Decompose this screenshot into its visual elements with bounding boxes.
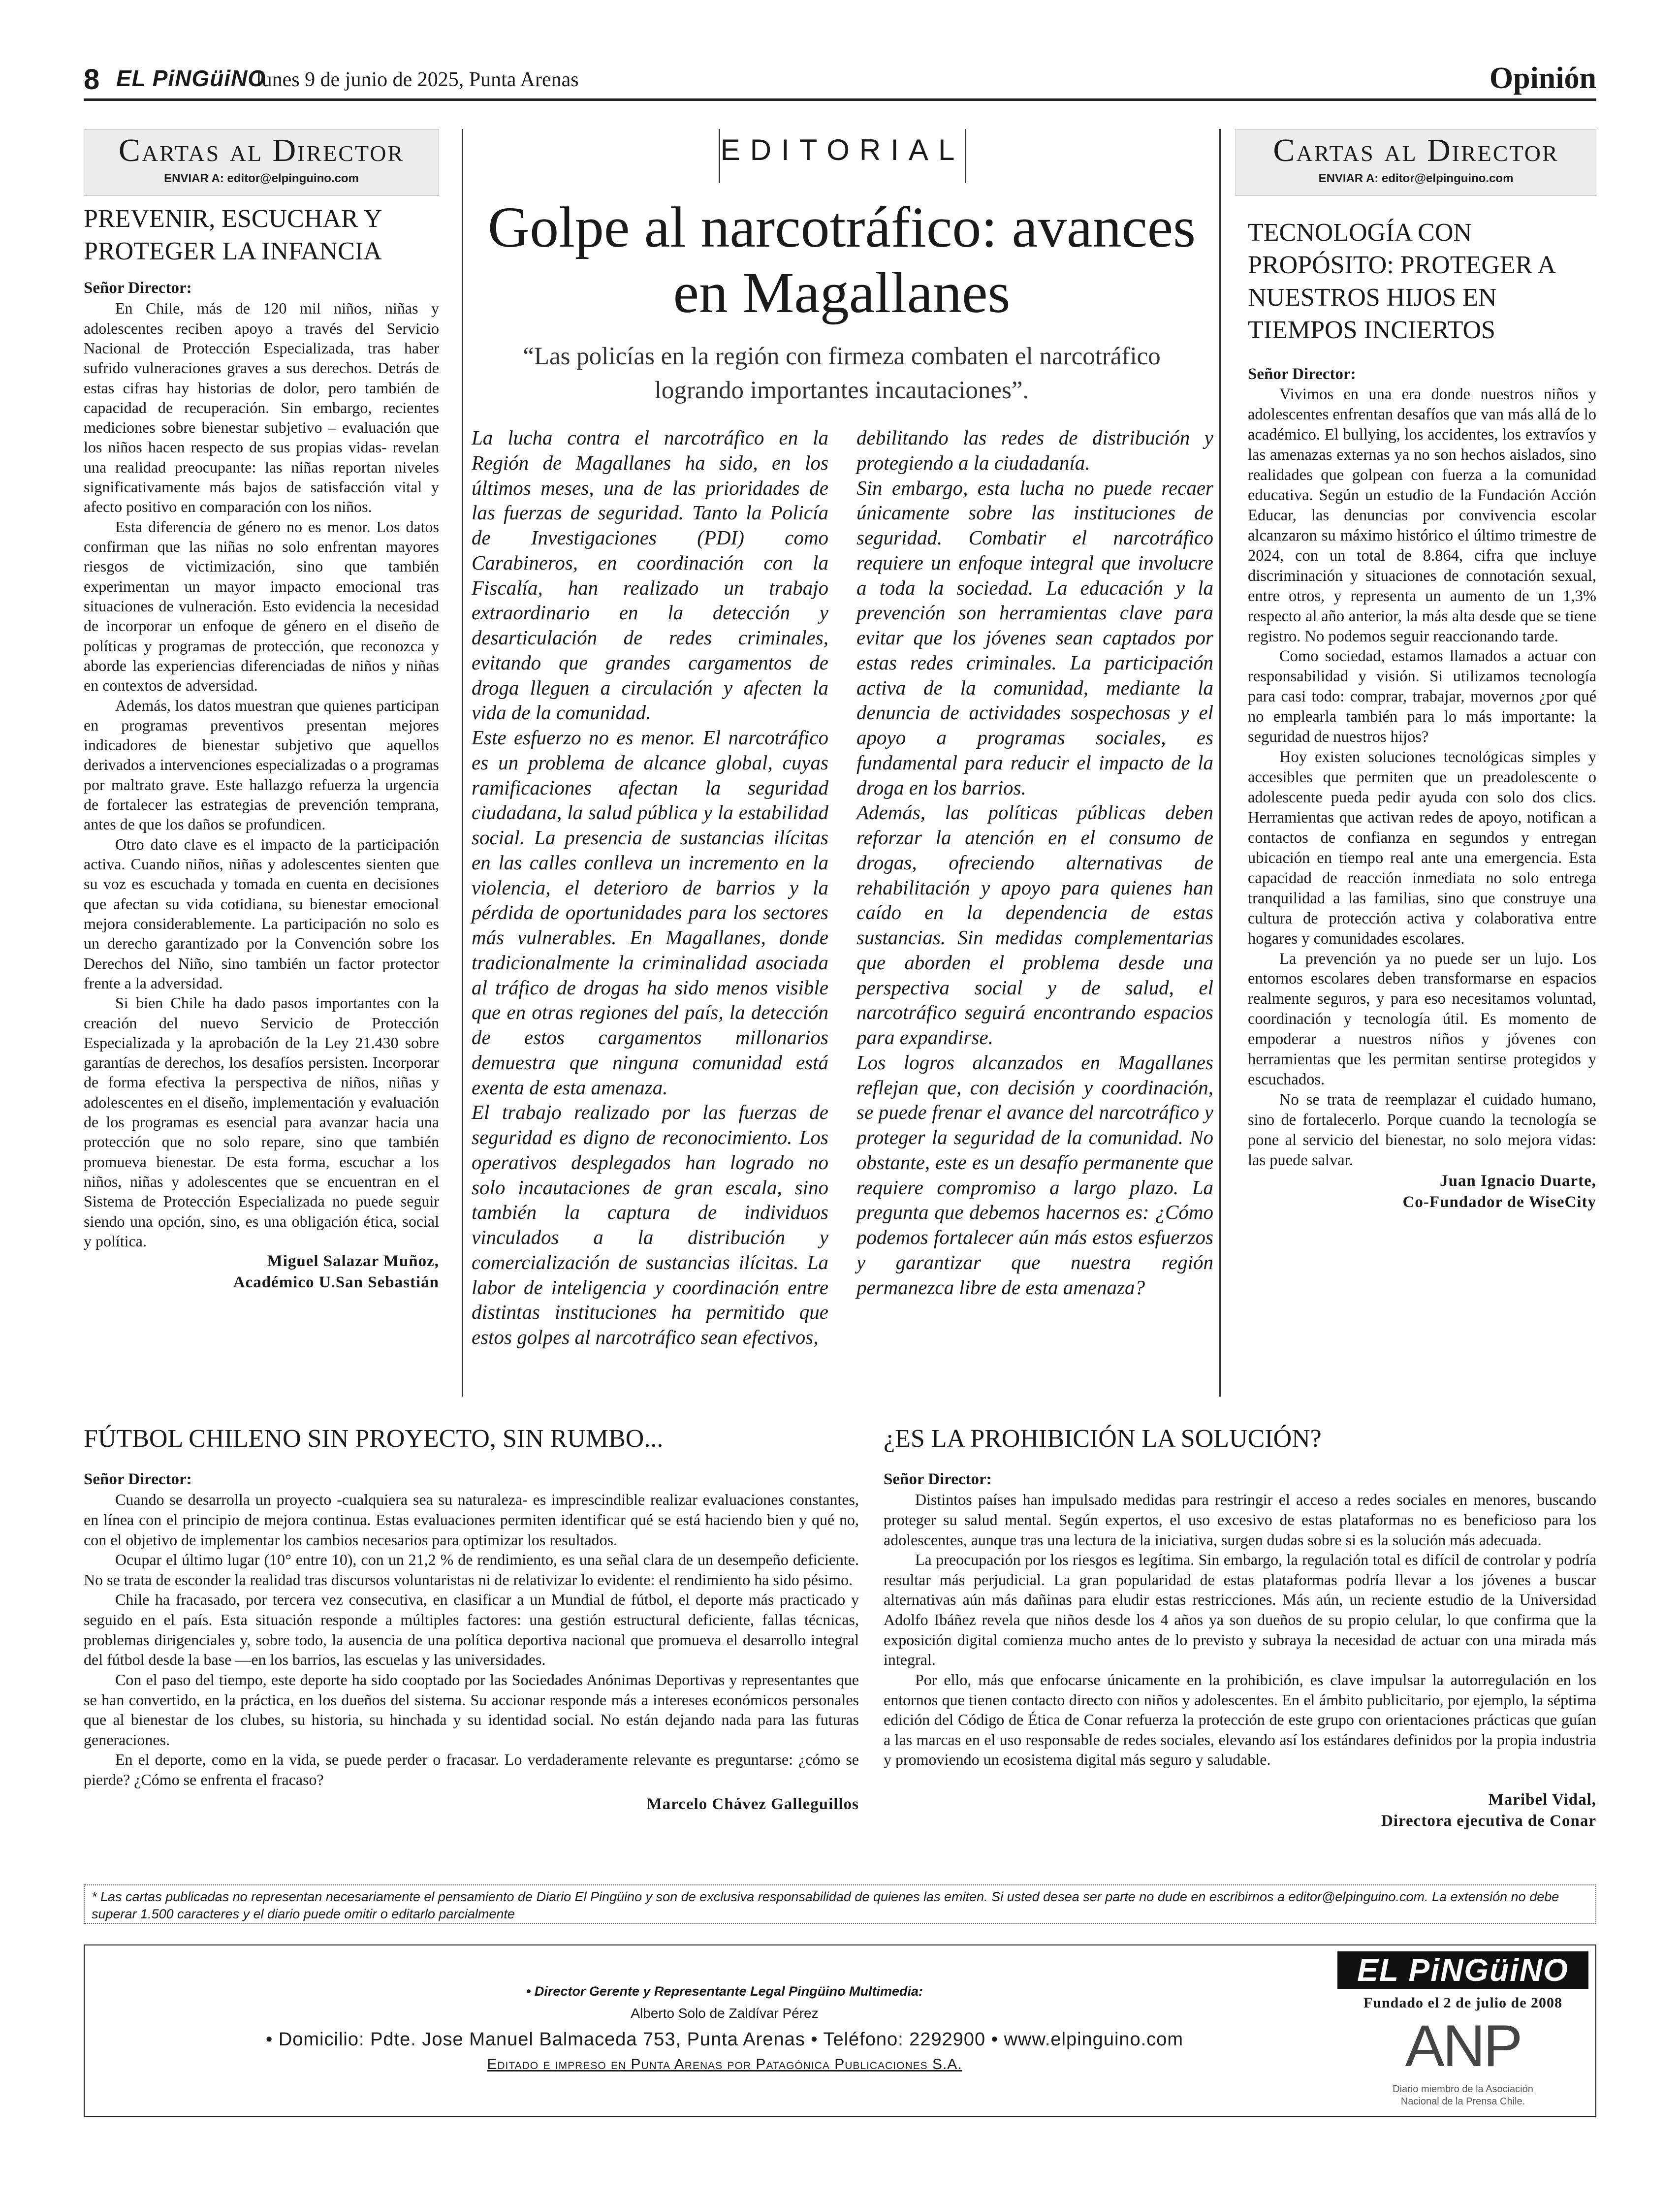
paragraph: Ocupar el último lugar (10° entre 10), con un 21,2 % de rendimiento, es una señal clara de un desempeño deficiente. No se trata de esconder la realidad tras discursos voluntaristas ni de relativizar lo evidente: el rendimiento ha sido pésimo. (84, 1551, 859, 1589)
paragraph: Vivimos en una era donde nuestros niños y adolescentes enfrentan desafíos que van más allá de lo académico. El bullying, los accidentes, los extravíos y las amenazas externas ya no son hechos aislados, sino realidades que golpean con fuerza a la comunidad educativa. Según un estudio de la Fundación Acción Educar, las denuncias por convivencia escolar alcanzaron su máximo histórico el último trimestre de 2024, con un total de 8.864, cifra que incluye discriminación y situaciones de connotación sexual, entre otros, y representa un aumento de un 1,3% respecto al año anterior, la más alta desde que se tiene registro. No podemos seguir reaccionando tarde. (1248, 385, 1596, 645)
letters-box-title: Cartas al Director (1273, 132, 1559, 168)
paragraph: Este esfuerzo no es menor. El narcotráfico es un problema de alcance global, cuyas ramificaciones afectan la seguridad ciudadana, la salud pública y la estabilidad social. La presencia de sustancias ilícitas en las calles conlleva un incremento en la violencia, el deterioro de barrios y la pérdida de oportunidades para los sectores más vulnerables. En Magallanes, donde tradicionalmente la criminalidad asociada al tráfico de drogas ha sido menos visible que en otras regiones del país, la detección de estos cargamentos millonarios demuestra que ninguna comunidad está exenta de esta amenaza. (472, 726, 828, 1099)
signature-name: Miguel Salazar Muñoz, (267, 1252, 439, 1271)
letters-box-right (1236, 129, 1596, 196)
signature-role: Académico U.San Sebastián (233, 1274, 439, 1292)
salutation: Señor Director: (84, 1470, 192, 1488)
section-title: Opinión (1489, 62, 1596, 95)
editorial-column-2 (856, 425, 1213, 1300)
paragraph: Distintos países han impulsado medidas para restringir el acceso a redes sociales en menores, buscando proteger su salud mental. Según expertos, el uso excesivo de estas plataformas no es beneficioso para los adolescentes, aunque tras una lectura de la iniciativa, surgen dudas sobre si es la solución más adecuada. (884, 1491, 1596, 1549)
signature-role: Directora ejecutiva de Conar (1381, 1812, 1596, 1830)
letter-body (1248, 364, 1596, 1213)
salutation: Señor Director: (1248, 365, 1356, 383)
letter-body (84, 278, 439, 1293)
signature-name: Marcelo Chávez Galleguillos (646, 1795, 859, 1813)
letters-box-left (84, 129, 439, 196)
header-rule (84, 98, 1596, 101)
letter-paragraphs (84, 298, 439, 1251)
founded-date: Fundado el 2 de julio de 2008 (1363, 1995, 1563, 2011)
footer-logo: EL PiNGüiNO (1337, 1951, 1588, 1989)
letters-box-title: Cartas al Director (118, 132, 405, 168)
printed-by: Editado e impreso en Punta Arenas por Patagónica Publicaciones S.A. (487, 2056, 962, 2072)
column-rule-left (462, 129, 463, 1397)
paragraph: Chile ha fracasado, por tercera vez consecutiva, en clasificar a un Mundial de fútbol, el deporte más practicado y seguido en el país. Esta situación responde a múltiples factores: una gestión estructural deficiente, fallas técnicas, problemas dirigenciales y, sobre todo, la ausencia de una política deportiva nacional que promueva el desarrollo integral del fútbol desde la base —en los barrios, las escuelas y las universidades. (84, 1591, 859, 1669)
anp-caption-line: Nacional de la Prensa Chile. (1400, 2096, 1525, 2107)
paragraph: Con el paso del tiempo, este deporte ha sido cooptado por las Sociedades Anónimas Deportivas y representantes que se han convertido, en la práctica, en los dueños del sistema. Su accionar responde más a intereses económicos personales que al bienestar de los clubes, su historia, su hinchada y su identidad social. No están dejando nada para las futuras generaciones. (84, 1670, 859, 1749)
editorial-column-1 (472, 425, 828, 1350)
paragraph: Cuando se desarrolla un proyecto -cualquiera sea su naturaleza- es imprescindible realizar evaluaciones constantes, en línea con el principio de mejora continua. Estas evaluaciones permiten identificar qué se está haciendo bien y qué no, con el objetivo de implementar los cambios necesarios para optimizar los resultados. (84, 1491, 859, 1549)
letter-body (84, 1469, 859, 1815)
masthead-logo: EL PiNGüiNO (116, 65, 266, 91)
paragraph: Si bien Chile ha dado pasos importantes con la creación del nuevo Servicio de Protección Especializada y la aprobación de la Ley 21.430 sobre garantías de derechos, los desafíos persisten. Incorporar de forma efectiva la perspectiva de niños, niñas y adolescentes en el diseño, implementación y evaluación de los programas es esencial para avanzar hacia una protección que no solo repare, sino que también promueva bienestar. De esta forma, escuchar a los niños, niñas y adolescentes que se encuentran en el Sistema de Protección Especializada no puede seguir siendo una opción, sino, es una obligación ética, social y política. (84, 994, 439, 1250)
letter-headline: TECNOLOGÍA CON PROPÓSITO: PROTEGER A NUESTROS HIJOS EN TIEMPOS INCIERTOS (1248, 219, 1555, 345)
paragraph: El trabajo realizado por las fuerzas de seguridad es digno de reconocimiento. Los operativos desplegados han logrado no solo incautaciones de gran escala, sino también la captura de individuos vinculados a la distribución y comercialización de sustancias ilícitas. La labor de inteligencia y coordinación entre distintas instituciones ha permitido que estos golpes al narcotráfico sean efectivos, (472, 1101, 828, 1348)
letter-paragraphs (1248, 384, 1596, 1171)
paragraph: En el deporte, como en la vida, se puede perder o fracasar. Lo verdaderamente relevante es preguntarse: ¿cómo se pierde? ¿Cómo se enfrenta el fracaso? (84, 1751, 859, 1788)
paragraph: Por ello, más que enfocarse únicamente en la prohibición, es clave impulsar la autorregulación en los entornos que tienen contacto directo con niños y adolescentes. En el ámbito publicitario, por ejemplo, la séptima edición del Código de Ética de Conar refuerza la protección de este grupo con orientaciones prácticas que guían a las marcas en el uso responsable de redes sociales, elevando así los estándares definidos por la propia industria y promoviendo un ecosistema digital más seguro y saludable. (884, 1670, 1596, 1769)
paragraph: Esta diferencia de género no es menor. Los datos confirman que las niñas no solo enfrentan mayores riesgos de victimización, sino que también experimentan un mayor impacto emocional tras situaciones de vulneración. Esto evidencia la necesidad de incorporar un enfoque de género en el diseño de políticas y programas de protección, que reconozca y aborde las experiencias diferenciadas de niños y niñas en contextos de adversidad. (84, 517, 439, 695)
signature-name: Maribel Vidal, (1488, 1791, 1596, 1809)
salutation: Señor Director: (84, 279, 192, 297)
paragraph: Sin embargo, esta lucha no puede recaer únicamente sobre las instituciones de seguridad. Combatir el narcotráfico requiere un enfoque integral que involucre a toda la sociedad. La educación y la prevención son herramientas clave para evitar que los jóvenes sean captados por estas redes criminales. La participación activa de la comunidad, mediante la denuncia de actividades sospechosas y el apoyo a programas sociales, es fundamental para reducir el impacto de la droga en los barrios. (856, 476, 1213, 799)
letter-headline: PREVENIR, ESCUCHAR Y PROTEGER LA INFANCIA (84, 205, 382, 266)
letter-paragraphs (884, 1490, 1596, 1770)
paragraph: Como sociedad, estamos llamados a actuar con responsabilidad y visión. Si utilizamos tecnología para casi todo: comprar, trabajar, movernos ¿por qué no emplearla también para lo más importante: la seguridad de nuestros hijos? (1248, 647, 1596, 746)
letter-paragraphs (84, 1490, 859, 1789)
editorial-quote: “Las policías en la región con firmeza combaten el narcotráfico logrando importantes incautaciones”. (523, 343, 1161, 404)
editorial-title: Golpe al narcotráfico: avances en Magallanes (487, 195, 1196, 325)
paragraph: La prevención ya no puede ser un lujo. Los entornos escolares deben transformarse en espacios realmente seguros, y para eso necesitamos voluntad, coordinación y tecnología útil. Es momento de empoderar a nuestros niños y jóvenes con herramientas que les permitan sentirse protegidos y escuchados. (1248, 950, 1596, 1089)
letter-headline: ¿ES LA PROHIBICIÓN LA SOLUCIÓN? (884, 1425, 1322, 1453)
letters-box-email: ENVIAR A: editor@elpinguino.com (1318, 172, 1514, 185)
signature-role: Co-Fundador de WiseCity (1402, 1193, 1596, 1211)
disclaimer: * Las cartas publicadas no representan necesariamente el pensamiento de Diario El Pingüino y son de exclusiva responsabilidad de quienes las emiten. Si usted desea ser parte no dude en escribirnos a editor@elpinguino.com. La extensión no debe superar 1.500 caracteres y el diario puede omitir o editarlo parcialmente (84, 1884, 1596, 1924)
paragraph: Hoy existen soluciones tecnológicas simples y accesibles que permiten que un preadolescente o adolescente pueda pedir ayuda con solo dos clics. Herramientas que activan redes de apoyo, notifican a contactos de confianza en segundos y entregan ubicación en tiempo real ante una emergencia. Esta capacidad de reacción inmediata no solo entrega tranquilidad a las familias, sino que construye una cultura de protección activa y colaborativa entre hogares y comunidades escolares. (1248, 748, 1596, 948)
director-name: Alberto Solo de Zaldívar Pérez (631, 2006, 819, 2021)
paragraph: Otro dato clave es el impacto de la participación activa. Cuando niños, niñas y adolescentes sienten que su voz es escuchada y tomada en cuenta en decisiones que afectan su vida cotidiana, su bienestar emocional mejora considerablemente. La participación no solo es un derecho garantizado por la Convención sobre los Derechos del Niño, sino también un factor protector frente a la adversidad. (84, 835, 439, 992)
anp-caption-line: Diario miembro de la Asociación (1393, 2084, 1533, 2095)
paragraph: La preocupación por los riesgos es legítima. Sin embargo, la regulación total es difícil de controlar y podría resultar más perjudicial. La gran popularidad de estas plataformas podría llevar a los jóvenes a buscar alternativas aún más dañinas para eludir estas restricciones. Más aún, un reciente estudio de la Universidad Adolfo Ibáñez revela que niños desde los 4 años ya son dueños de su propio celular, lo que confirma que la exposición digital comienza mucho antes de lo previsto y subraya la necesidad de actuar con una mirada más integral. (884, 1551, 1596, 1669)
paragraph: Los logros alcanzados en Magallanes reflejan que, con decisión y coordinación, se puede frenar el avance del narcotráfico y proteger la seguridad de la comunidad. No obstante, este es un desafío permanente que requiere compromiso a largo plazo. La pregunta que debemos hacernos es: ¿Cómo podemos fortalecer aún más estos esfuerzos y garantizar que nuestra región permanezca libre de esta amenaza? (856, 1051, 1213, 1299)
paragraph: En Chile, más de 120 mil niños, niñas y adolescentes reciben apoyo a través del Servicio Nacional de Protección Especializada, tras haber sufrido vulneraciones graves a sus derechos. Detrás de estas cifras hay historias de dolor, pero también de capacidad de recuperación. Sin embargo, recientes mediciones sobre bienestar subjetivo – evaluación que los niños hacen respecto de sus propias vidas- revelan una realidad preocupante: las niñas reportan niveles significativamente más bajos de satisfacción vital y afecto positivo en comparación con los niños. (84, 299, 439, 516)
letter-headline: FÚTBOL CHILENO SIN PROYECTO, SIN RUMBO... (84, 1425, 664, 1453)
paragraph: No se trata de reemplazar el cuidado humano, sino de fortalecerlo. Porque cuando la tecnología se pone al servicio del bienestar, no solo mejora vidas: las puede salvar. (1248, 1091, 1596, 1169)
editorial-tag: EDITORIAL (720, 133, 965, 166)
signature-name: Juan Ignacio Duarte, (1440, 1172, 1596, 1190)
letter-body (884, 1469, 1596, 1832)
director-label: • Director Gerente y Representante Legal Pingüino Multimedia: (526, 1984, 923, 1999)
letters-box-email: ENVIAR A: editor@elpinguino.com (164, 172, 359, 185)
paragraph: La lucha contra el narcotráfico en la Región de Magallanes ha sido, en los últimos meses, una de las prioridades de las fuerzas de seguridad. Tanto la Policía de Investigaciones (PDI) como Carabineros, en coordinación con la Fiscalía, han realizado un trabajo extraordinario en la detección y desarticulación de redes criminales, evitando que grandes cargamentos de droga lleguen a circulación y afecten la vida de la comunidad. (472, 426, 828, 724)
paragraph: Además, las políticas públicas deben reforzar la atención en el consumo de drogas, ofreciendo alternativas de rehabilitación y apoyo para quienes han caído en la dependencia de estas sustancias. Sin medidas complementarias que aborden el problema desde una perspectiva social y de salud, el narcotráfico seguirá encontrando espacios para expandirse. (856, 801, 1213, 1049)
paragraph: debilitando las redes de distribución y protegiendo a la ciudadanía. (856, 426, 1213, 474)
editorial-tag-bracket (965, 129, 966, 183)
salutation: Señor Director: (884, 1470, 992, 1488)
footer-box (84, 1944, 1596, 2117)
anp-caption (1364, 2083, 1561, 2108)
page-number: 8 (84, 64, 100, 96)
paragraph: Además, los datos muestran que quienes participan en programas preventivos presentan mejores indicadores de bienestar subjetivo que aquellos derivados a intervenciones especializadas o a programas por maltrato grave. Este hallazgo refuerza la urgencia de fortalecer las estrategias de prevención temprana, antes de que los daños se profundicen. (84, 696, 439, 833)
address-line: • Domicilio: Pdte. Jose Manuel Balmaceda 753, Punta Arenas • Teléfono: 2292900 • www.elpinguino.com (265, 2029, 1184, 2050)
anp-logo: ANP (1405, 2013, 1521, 2079)
dateline: lunes 9 de junio de 2025, Punta Arenas (256, 68, 579, 91)
column-rule-right (1219, 129, 1221, 1397)
